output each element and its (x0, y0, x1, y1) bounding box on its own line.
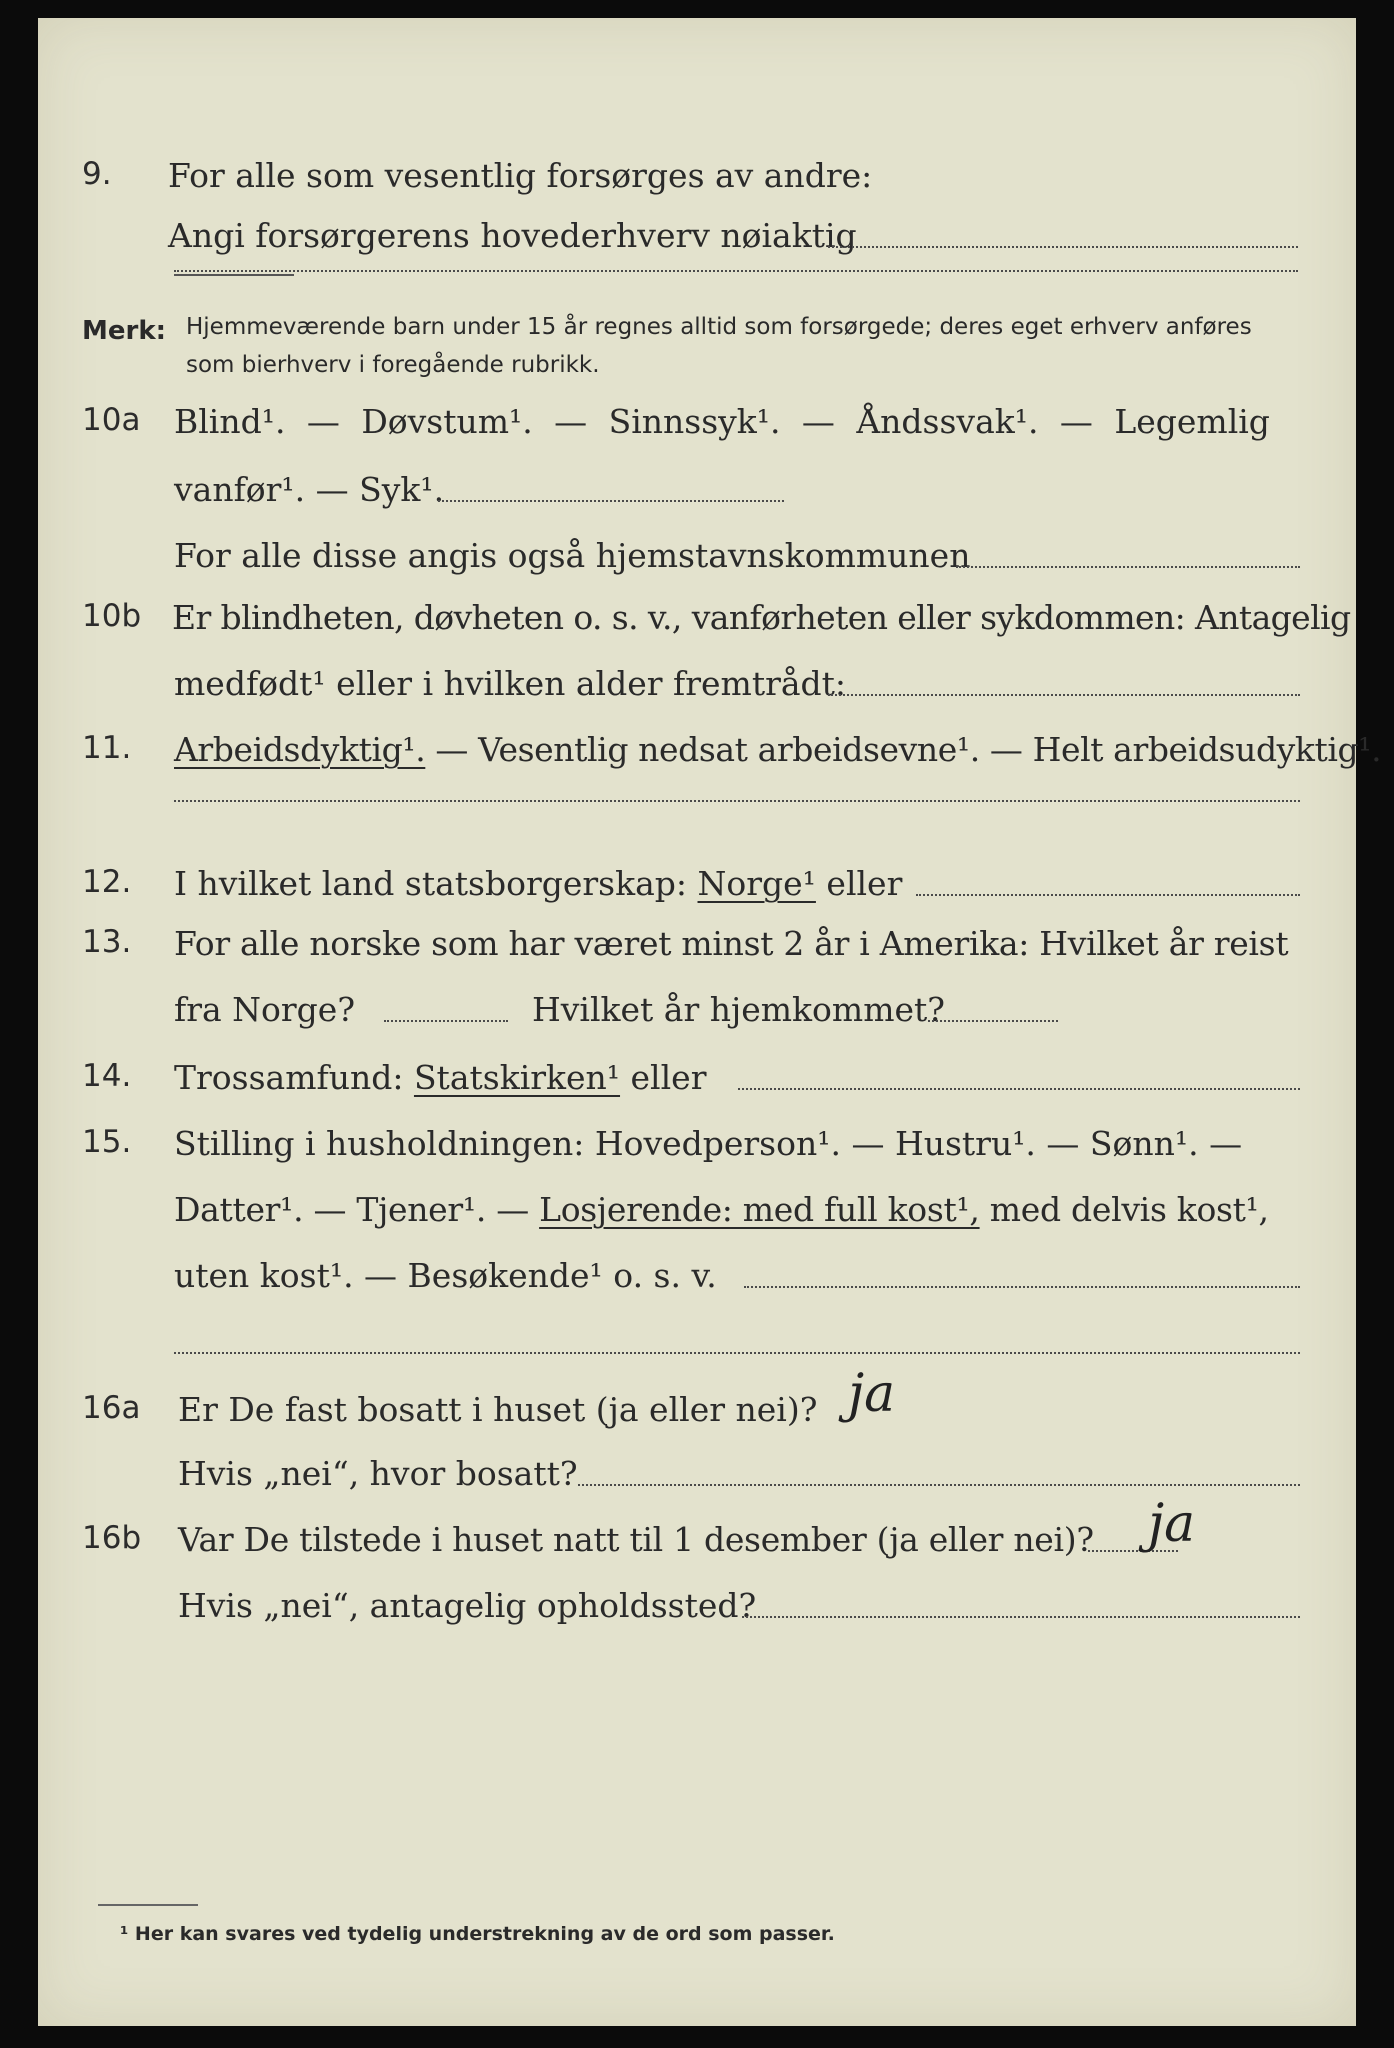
q10a-options (174, 402, 1270, 441)
q13-line1: For alle norske som har været minst 2 år i Amerika: Hvilket år reist (174, 924, 1289, 963)
q9-line2: Angi forsørgerens hovederhverv nøiaktig (168, 216, 857, 255)
q11-answer-line[interactable] (174, 800, 1300, 802)
q16a-number: 16a (82, 1390, 141, 1426)
q12-answer-line[interactable] (916, 894, 1300, 896)
q14-text (174, 1058, 706, 1097)
q10a-item: — (801, 402, 835, 441)
q12-number: 12. (82, 864, 132, 900)
q10b-answer-line[interactable] (828, 694, 1300, 696)
q10a-item: Sinnssyk¹. (608, 402, 781, 441)
q12-text (174, 864, 902, 903)
q10a-line3: For alle disse angis også hjemstavnskommunen (174, 536, 971, 575)
q13-hjemkommet-line[interactable] (928, 1020, 1058, 1022)
q10a-answer-line[interactable] (438, 500, 784, 502)
q15-answer-line[interactable] (744, 1286, 1300, 1288)
q10a-line2: vanfør¹. — Syk¹. (174, 470, 445, 509)
q15-line2-b: med delvis kost¹, (989, 1190, 1269, 1229)
q15-line1: Stilling i husholdningen: Hovedperson¹. — Hustru¹. — Sønn¹. — (174, 1124, 1243, 1163)
footnote-rule (98, 1904, 198, 1906)
q15-line3: uten kost¹. — Besøkende¹ o. s. v. (174, 1256, 717, 1295)
q10a-item: Åndssvak¹. (856, 402, 1039, 441)
q14-suffix: eller (630, 1058, 707, 1097)
q14-underlined: Statskirken¹ (413, 1058, 621, 1097)
q15-number: 15. (82, 1124, 132, 1160)
q15-line2-underlined: Losjerende: med full kost¹, (539, 1190, 980, 1229)
q13-reist-line[interactable] (384, 1020, 508, 1022)
q12-suffix: eller (826, 864, 903, 903)
q10b-line1: Er blindheten, døvheten o. s. v., vanførheten eller sykdommen: Antagelig (172, 598, 1351, 637)
merk-text: Hjemmeværende barn under 15 år regnes alltid som forsørgede; deres eget erhverv anføres som bierhverv i foregående rubrikk. (186, 314, 1252, 378)
merk-label: Merk: (82, 316, 167, 346)
q16a-line1: Er De fast bosatt i huset (ja eller nei)? (178, 1390, 818, 1429)
q16b-number: 16b (82, 1520, 142, 1556)
q16b-line1: Var De tilstede i huset natt til 1 desember (ja eller nei)? (178, 1520, 1094, 1559)
q15-answer-line-2[interactable] (174, 1352, 1300, 1354)
q9-number: 9. (82, 156, 112, 192)
q10a-hjemstavn-line[interactable] (956, 566, 1300, 568)
q10b-line2: medfødt¹ eller i hvilken alder fremtrådt: (174, 664, 847, 703)
q9-answer-line[interactable] (828, 246, 1298, 248)
q13-part-b: Hvilket år hjemkommet? (532, 990, 945, 1029)
q15-line2 (174, 1190, 1269, 1229)
q10a-item: — (554, 402, 588, 441)
q10a-item: — (306, 402, 340, 441)
q12-underlined: Norge¹ (697, 864, 816, 903)
q16b-answer[interactable]: ja (1148, 1494, 1196, 1554)
q9-answer-line-2[interactable] (174, 270, 1298, 272)
q10a-item: Legemlig (1114, 402, 1270, 441)
q16b-answer-line[interactable] (742, 1616, 1300, 1618)
q16a-answer[interactable]: ja (848, 1364, 896, 1424)
q13-part-a: fra Norge? (174, 990, 356, 1029)
q10a-item: Døvstum¹. (361, 402, 533, 441)
q16a-line2: Hvis „nei“, hvor bosatt? (178, 1454, 578, 1493)
q13-number: 13. (82, 924, 132, 960)
q11-rest: — Vesentlig nedsat arbeidsevne¹. — Helt arbeidsudyktig¹. (435, 730, 1382, 769)
q14-prefix: Trossamfund: (174, 1058, 404, 1097)
q14-answer-line[interactable] (738, 1088, 1300, 1090)
census-form-page (38, 18, 1382, 2026)
q11-number: 11. (82, 730, 132, 766)
q10a-item: — (1059, 402, 1093, 441)
q16b-line2: Hvis „nei“, antagelig opholdssted? (178, 1586, 757, 1625)
q16a-answer-line[interactable] (578, 1484, 1300, 1486)
footnote: ¹ Her kan svares ved tydelig understrekning av de ord som passer. (120, 1923, 835, 1945)
q10a-item: Blind¹. (174, 402, 286, 441)
q9-rule (174, 274, 294, 276)
q12-prefix: I hvilket land statsborgerskap: (174, 864, 688, 903)
q11-text (174, 730, 1381, 769)
q14-number: 14. (82, 1058, 132, 1094)
q11-underlined-option: Arbeidsdyktig¹. (174, 730, 426, 769)
q10b-number: 10b (82, 598, 142, 634)
q15-line2-a: Datter¹. — Tjener¹. — (174, 1190, 529, 1229)
q10a-number: 10a (82, 402, 141, 438)
q9-line1: For alle som vesentlig forsørges av andre: (168, 156, 873, 195)
